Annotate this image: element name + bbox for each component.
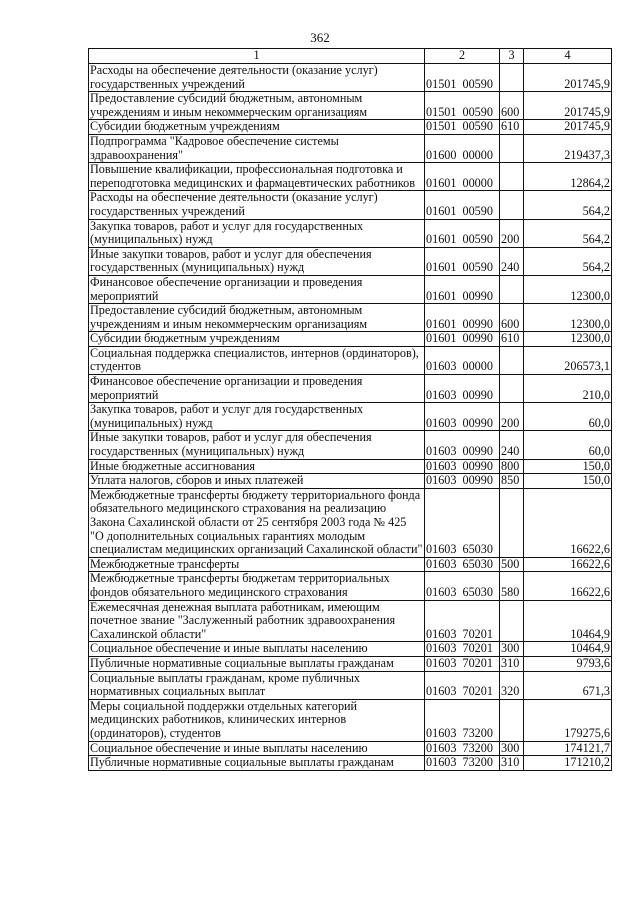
row-expense-type: 240: [500, 247, 524, 275]
row-code-direction: 65030: [462, 556, 493, 571]
row-code-program: 01603: [426, 725, 457, 740]
table-row: [89, 431, 612, 459]
row-code-program: 01603: [426, 415, 457, 430]
table-row: [89, 474, 612, 489]
row-code: [425, 699, 500, 741]
row-code-program: 01603: [426, 641, 457, 656]
row-code-program: 01603: [426, 458, 457, 473]
row-code-direction: 00990: [462, 415, 493, 430]
row-code-program: 01603: [426, 655, 457, 670]
page-number: 362: [310, 30, 330, 45]
table-row: [89, 134, 612, 162]
row-expense-type: 310: [500, 656, 524, 671]
row-code: [425, 134, 500, 162]
row-code-program: 01601: [426, 175, 457, 190]
row-name: Межбюджетные трансферты бюджетам территориальных фондов обязательного медицинского страхования: [89, 572, 425, 600]
row-code-direction: 00590: [462, 260, 493, 275]
row-code: [425, 191, 500, 219]
row-code-program: 01501: [426, 76, 457, 91]
row-code-program: 01601: [426, 288, 457, 303]
row-name: Предоставление субсидий бюджетным, автономным учреждениям и иным некоммерческим организациям: [89, 92, 425, 120]
row-code: [425, 92, 500, 120]
row-expense-type: 200: [500, 219, 524, 247]
row-expense-type: [500, 191, 524, 219]
table-row: [89, 92, 612, 120]
row-code-program: 01603: [426, 755, 457, 770]
row-amount: 60,0: [524, 431, 612, 459]
row-code: [425, 163, 500, 191]
header-col-amount: 4: [524, 49, 612, 64]
row-name: Расходы на обеспечение деятельности (оказание услуг) государственных учреждений: [89, 64, 425, 92]
row-code: [425, 375, 500, 403]
row-code: [425, 656, 500, 671]
row-name: Финансовое обеспечение организации и проведения мероприятий: [89, 375, 425, 403]
row-code-direction: 00590: [462, 76, 493, 91]
row-name: Уплата налогов, сборов и иных платежей: [89, 474, 425, 489]
table-row: [89, 64, 612, 92]
row-expense-type: 300: [500, 741, 524, 756]
row-code-program: 01603: [426, 444, 457, 459]
row-code-program: 01603: [426, 387, 457, 402]
table-row: [89, 572, 612, 600]
row-code: [425, 403, 500, 431]
row-amount: 201745,9: [524, 64, 612, 92]
row-amount: 201745,9: [524, 120, 612, 135]
header-row: [89, 49, 612, 64]
row-name: Иные закупки товаров, работ и услуг для обеспечения государственных (муниципальных) нужд: [89, 431, 425, 459]
row-code-program: 01603: [426, 556, 457, 571]
row-code: [425, 488, 500, 557]
row-name: Закупка товаров, работ и услуг для государственных (муниципальных) нужд: [89, 403, 425, 431]
row-code: [425, 346, 500, 374]
row-expense-type: 600: [500, 92, 524, 120]
row-code-direction: 00000: [462, 175, 493, 190]
table-row: [89, 332, 612, 347]
header-col-name: 1: [89, 49, 425, 64]
row-expense-type: 320: [500, 671, 524, 699]
table-body: [89, 64, 612, 771]
row-code: [425, 459, 500, 474]
row-amount: 150,0: [524, 459, 612, 474]
table-row: [89, 346, 612, 374]
row-code-direction: 70201: [462, 641, 493, 656]
row-code-direction: 00000: [462, 359, 493, 374]
row-expense-type: [500, 134, 524, 162]
table-row: [89, 219, 612, 247]
table-row: [89, 488, 612, 557]
row-name: Ежемесячная денежная выплата работникам, имеющим почетное звание "Заслуженный работник здравоохранения Сахалинской области": [89, 600, 425, 642]
row-amount: 12300,0: [524, 304, 612, 332]
row-code-program: 01603: [426, 626, 457, 641]
row-name: Субсидии бюджетным учреждениям: [89, 332, 425, 347]
row-name: Предоставление субсидий бюджетным, автономным учреждениям и иным некоммерческим организациям: [89, 304, 425, 332]
table-row: [89, 741, 612, 756]
row-name: Повышение квалификации, профессиональная подготовка и переподготовка медицинских и фармацевтических работников: [89, 163, 425, 191]
row-amount: 60,0: [524, 403, 612, 431]
row-code-program: 01603: [426, 473, 457, 488]
row-name: Социальная поддержка специалистов, интернов (ординаторов), студентов: [89, 346, 425, 374]
row-name: Публичные нормативные социальные выплаты гражданам: [89, 656, 425, 671]
row-code: [425, 572, 500, 600]
row-name: Подпрограмма "Кадровое обеспечение системы здравоохранения": [89, 134, 425, 162]
row-code-direction: 00990: [462, 288, 493, 303]
row-amount: 564,2: [524, 191, 612, 219]
row-expense-type: [500, 375, 524, 403]
row-code-direction: 00590: [462, 232, 493, 247]
row-code-program: 01603: [426, 542, 457, 557]
row-code: [425, 756, 500, 771]
table-row: [89, 557, 612, 572]
row-code-direction: 00590: [462, 119, 493, 134]
row-amount: 12300,0: [524, 275, 612, 303]
row-code-direction: 00000: [462, 147, 493, 162]
row-code-direction: 00990: [462, 316, 493, 331]
row-code-program: 01603: [426, 359, 457, 374]
row-name: Субсидии бюджетным учреждениям: [89, 120, 425, 135]
row-code: [425, 671, 500, 699]
row-expense-type: [500, 163, 524, 191]
row-expense-type: 800: [500, 459, 524, 474]
row-code-program: 01600: [426, 147, 457, 162]
row-code: [425, 431, 500, 459]
row-name: Публичные нормативные социальные выплаты гражданам: [89, 756, 425, 771]
row-code-direction: 00990: [462, 331, 493, 346]
row-code: [425, 642, 500, 657]
row-expense-type: [500, 488, 524, 557]
row-amount: 150,0: [524, 474, 612, 489]
row-code-program: 01601: [426, 232, 457, 247]
row-amount: 206573,1: [524, 346, 612, 374]
row-name: Финансовое обеспечение организации и проведения мероприятий: [89, 275, 425, 303]
row-expense-type: [500, 600, 524, 642]
row-expense-type: 610: [500, 120, 524, 135]
row-name: Межбюджетные трансферты: [89, 557, 425, 572]
table-row: [89, 756, 612, 771]
row-code-direction: 00590: [462, 203, 493, 218]
row-code: [425, 474, 500, 489]
row-amount: 671,3: [524, 671, 612, 699]
row-code-direction: 65030: [462, 542, 493, 557]
row-expense-type: [500, 275, 524, 303]
row-code-direction: 00990: [462, 473, 493, 488]
row-code-direction: 00990: [462, 387, 493, 402]
table-row: [89, 600, 612, 642]
row-expense-type: 600: [500, 304, 524, 332]
row-code: [425, 120, 500, 135]
row-name: Иные бюджетные ассигнования: [89, 459, 425, 474]
row-name: Межбюджетные трансферты бюджету территориального фонда обязательного медицинского страхования на реализацию Закона Сахалинской области от 25 сентября 2003 года № 425 "О дополнительных социальных гарантиях молодым специалистам медицинских организаций Сахалинской области": [89, 488, 425, 557]
row-code-direction: 00990: [462, 458, 493, 473]
row-expense-type: [500, 699, 524, 741]
row-amount: 174121,7: [524, 741, 612, 756]
row-amount: 16622,6: [524, 557, 612, 572]
row-amount: 210,0: [524, 375, 612, 403]
row-code: [425, 219, 500, 247]
row-code-program: 01501: [426, 119, 457, 134]
table-row: [89, 642, 612, 657]
row-code-direction: 00590: [462, 104, 493, 119]
row-amount: 179275,6: [524, 699, 612, 741]
row-code-direction: 00990: [462, 444, 493, 459]
table-row: [89, 247, 612, 275]
row-amount: 564,2: [524, 219, 612, 247]
row-code-direction: 73200: [462, 755, 493, 770]
row-code-direction: 70201: [462, 655, 493, 670]
row-amount: 9793,6: [524, 656, 612, 671]
row-name: Меры социальной поддержки отдельных категорий медицинских работников, клинических интернов (ординаторов), студентов: [89, 699, 425, 741]
row-code: [425, 557, 500, 572]
row-code-program: 01603: [426, 584, 457, 599]
row-code: [425, 600, 500, 642]
row-code-program: 01601: [426, 316, 457, 331]
row-expense-type: 310: [500, 756, 524, 771]
row-code-program: 01601: [426, 331, 457, 346]
row-code-program: 01601: [426, 260, 457, 275]
table-row: [89, 656, 612, 671]
row-name: Расходы на обеспечение деятельности (оказание услуг) государственных учреждений: [89, 191, 425, 219]
row-name: Иные закупки товаров, работ и услуг для обеспечения государственных (муниципальных) нужд: [89, 247, 425, 275]
row-amount: 16622,6: [524, 488, 612, 557]
row-expense-type: 300: [500, 642, 524, 657]
row-code-direction: 70201: [462, 626, 493, 641]
table-row: [89, 403, 612, 431]
table-row: [89, 699, 612, 741]
row-code: [425, 304, 500, 332]
row-expense-type: 850: [500, 474, 524, 489]
budget-table: [88, 48, 612, 771]
row-amount: 10464,9: [524, 600, 612, 642]
row-amount: 219437,3: [524, 134, 612, 162]
row-code-program: 01601: [426, 203, 457, 218]
row-name: Закупка товаров, работ и услуг для государственных (муниципальных) нужд: [89, 219, 425, 247]
row-expense-type: 200: [500, 403, 524, 431]
table-row: [89, 671, 612, 699]
row-code-direction: 73200: [462, 725, 493, 740]
table-row: [89, 375, 612, 403]
row-code: [425, 247, 500, 275]
row-amount: 201745,9: [524, 92, 612, 120]
row-expense-type: 240: [500, 431, 524, 459]
row-amount: 171210,2: [524, 756, 612, 771]
row-code: [425, 275, 500, 303]
row-name: Социальные выплаты гражданам, кроме публичных нормативных социальных выплат: [89, 671, 425, 699]
row-expense-type: [500, 64, 524, 92]
header-col-code: 2: [425, 49, 500, 64]
table-header: [89, 49, 612, 64]
row-amount: 564,2: [524, 247, 612, 275]
row-amount: 12300,0: [524, 332, 612, 347]
row-name: Социальное обеспечение и иные выплаты населению: [89, 741, 425, 756]
row-code-program: 01603: [426, 740, 457, 755]
header-col-vr: 3: [500, 49, 524, 64]
table-row: [89, 120, 612, 135]
row-amount: 16622,6: [524, 572, 612, 600]
row-code-direction: 65030: [462, 584, 493, 599]
row-expense-type: [500, 346, 524, 374]
table-row: [89, 163, 612, 191]
row-name: Социальное обеспечение и иные выплаты населению: [89, 642, 425, 657]
row-code-direction: 73200: [462, 740, 493, 755]
table-row: [89, 304, 612, 332]
row-amount: 12864,2: [524, 163, 612, 191]
row-expense-type: 580: [500, 572, 524, 600]
row-amount: 10464,9: [524, 642, 612, 657]
row-expense-type: 610: [500, 332, 524, 347]
row-code: [425, 741, 500, 756]
row-code: [425, 332, 500, 347]
row-expense-type: 500: [500, 557, 524, 572]
row-code-program: 01501: [426, 104, 457, 119]
table-row: [89, 459, 612, 474]
row-code: [425, 64, 500, 92]
row-code-direction: 70201: [462, 684, 493, 699]
table-row: [89, 275, 612, 303]
row-code-program: 01603: [426, 684, 457, 699]
table-row: [89, 191, 612, 219]
